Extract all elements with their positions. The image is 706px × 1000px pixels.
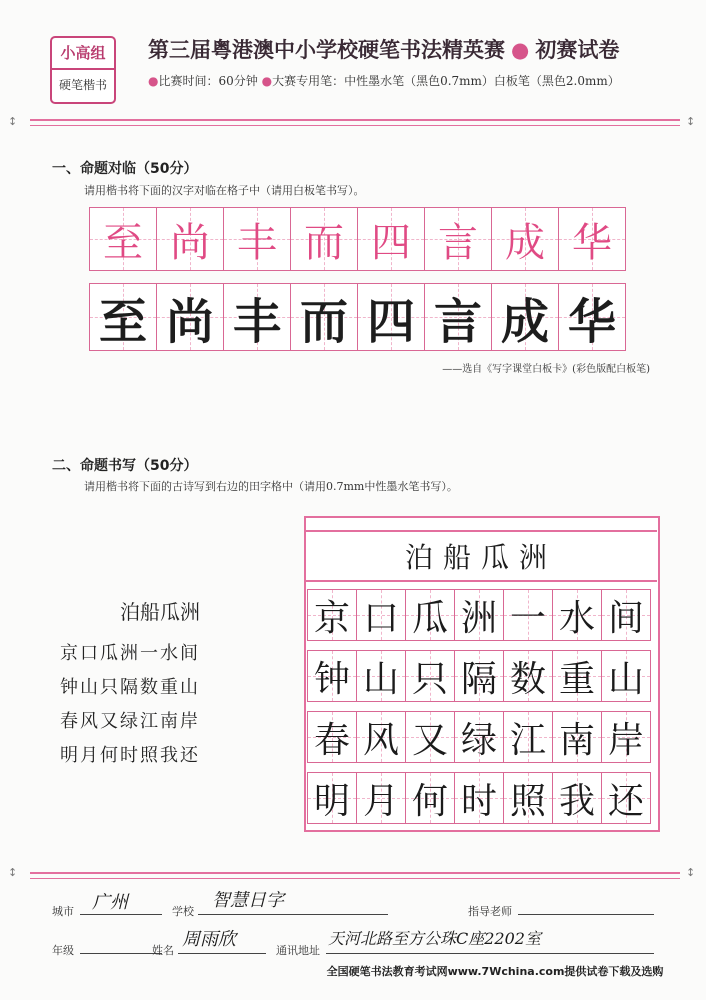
teacher-line: [518, 914, 654, 915]
handwritten-char: 绿: [460, 719, 497, 761]
answer-cell: [223, 283, 291, 351]
grid-cell: [601, 772, 651, 824]
copy-answer-row: [90, 283, 626, 351]
section2-title: 二、命题书写（50分）: [52, 458, 198, 474]
handwritten-char: 洲: [460, 597, 497, 639]
grid-cell: [405, 650, 455, 702]
corner-mark-icon: ↕: [686, 115, 696, 128]
handwritten-char: 春: [313, 719, 350, 761]
source-note: ——选自《写字课堂白板卡》(彩色版配白板笔): [442, 364, 650, 375]
model-char: 言: [438, 219, 478, 266]
answer-grid-row: [308, 589, 651, 641]
badge-style: 硬笔楷书: [58, 78, 107, 92]
handwritten-char: 照: [509, 780, 546, 822]
handwritten-char: 只: [411, 658, 448, 700]
poem-source: [60, 596, 260, 773]
answer-title: 泊船瓜洲: [305, 530, 657, 582]
title-main: 第三届粤港澳中小学校硬笔书法精英赛: [148, 38, 505, 62]
model-char: 四: [371, 219, 411, 266]
model-cell: [558, 207, 626, 271]
grid-cell: [503, 711, 553, 763]
grid-cell: [552, 772, 602, 824]
model-cell: [290, 207, 358, 271]
handwritten-char: 江: [509, 719, 546, 761]
handwritten-char: 山: [607, 658, 644, 700]
answer-grid-row: [308, 772, 651, 824]
address-line: [326, 953, 654, 954]
section2-instruction: 请用楷书将下面的古诗写到右边的田字格中（请用0.7mm中性墨水笔书写）。: [84, 480, 458, 493]
exam-time: 比赛时间：60分钟: [158, 74, 258, 88]
answer-cell: [491, 283, 559, 351]
grade-line: [80, 953, 162, 954]
corner-mark-icon: ↕: [8, 115, 18, 128]
grid-cell: [307, 589, 357, 641]
grid-cell: [454, 711, 504, 763]
handwritten-char: 重: [558, 658, 595, 700]
answer-char: 丰: [232, 293, 281, 350]
grid-cell: [356, 650, 406, 702]
grid-cell: [307, 711, 357, 763]
section1-title: 一、命题对临（50分）: [52, 161, 198, 177]
bullet-icon: ●: [511, 38, 530, 62]
footer-divider-thin: [30, 878, 680, 879]
badge-group: 小高组: [52, 38, 114, 70]
model-char: 华: [572, 219, 612, 266]
grid-cell: [405, 589, 455, 641]
bullet-icon: ●: [261, 74, 273, 88]
grid-cell: [552, 650, 602, 702]
answer-char: 而: [299, 293, 348, 350]
address-value[interactable]: 天河北路至方公珠C座2202室: [328, 929, 541, 948]
model-cell: [89, 207, 157, 271]
grid-cell: [356, 772, 406, 824]
address-label: 通讯地址: [276, 944, 320, 957]
model-cell: [156, 207, 224, 271]
grid-cell: [454, 650, 504, 702]
handwritten-char: 岸: [607, 719, 644, 761]
answer-char: 至: [98, 293, 147, 350]
model-char: 尚: [170, 219, 210, 266]
group-badge: [50, 36, 116, 104]
answer-char: 言: [433, 293, 482, 350]
model-char: 至: [103, 219, 143, 266]
handwritten-char: 隔: [460, 658, 497, 700]
grid-cell: [503, 650, 553, 702]
model-cell: [357, 207, 425, 271]
handwritten-char: 钟: [313, 658, 350, 700]
handwritten-char: 风: [362, 719, 399, 761]
footer-divider: [30, 872, 680, 874]
poem-line: 京口瓜洲一水间: [60, 643, 200, 664]
answer-grid-row: [308, 650, 651, 702]
exam-rules: [148, 72, 678, 89]
model-char: 丰: [237, 219, 277, 266]
handwritten-char: 还: [607, 780, 644, 822]
answer-cell: [558, 283, 626, 351]
handwritten-char: 明: [313, 780, 350, 822]
grid-cell: [454, 589, 504, 641]
grid-cell: [356, 589, 406, 641]
poem-line: 钟山只隔数重山: [60, 677, 200, 698]
grid-cell: [552, 589, 602, 641]
grid-cell: [454, 772, 504, 824]
grid-cell: [405, 772, 455, 824]
grid-cell: [405, 711, 455, 763]
answer-cell: [424, 283, 492, 351]
section1-instruction: 请用楷书将下面的汉字对临在格子中（请用白板笔书写）。: [84, 184, 365, 197]
model-char: 成: [505, 219, 545, 266]
footer-note: 全国硬笔书法教育考试网www.7Wchina.com提供试卷下载及选购: [326, 965, 664, 978]
school-line: [198, 914, 388, 915]
grid-cell: [307, 650, 357, 702]
grade-label: 年级: [52, 944, 74, 957]
bullet-icon: ●: [148, 74, 159, 88]
city-line: [80, 914, 162, 915]
handwritten-char: 我: [558, 780, 595, 822]
grid-cell: [601, 650, 651, 702]
name-label: 姓名: [152, 944, 174, 957]
header-divider: [30, 119, 680, 121]
answer-cell: [290, 283, 358, 351]
poem-line: 明月何时照我还: [60, 745, 200, 766]
handwritten-char: 时: [460, 780, 497, 822]
grid-cell: [552, 711, 602, 763]
answer-char: 成: [500, 293, 549, 350]
grid-cell: [601, 589, 651, 641]
handwritten-char: 南: [558, 719, 595, 761]
model-cell: [424, 207, 492, 271]
handwritten-char: 数: [509, 658, 546, 700]
handwritten-char: 山: [362, 658, 399, 700]
poem-line: 春风又绿江南岸: [60, 711, 200, 732]
teacher-label: 指导老师: [468, 905, 512, 918]
city-value[interactable]: 广州: [92, 892, 128, 913]
answer-char: 华: [567, 293, 616, 350]
handwritten-char: 又: [411, 719, 448, 761]
answer-grid-row: [308, 711, 651, 763]
school-value[interactable]: 智慧日字: [212, 890, 284, 911]
corner-mark-icon: ↕: [8, 866, 18, 879]
corner-mark-icon: ↕: [686, 866, 696, 879]
poem-title: 泊船瓜洲: [120, 600, 200, 624]
answer-char: 尚: [165, 293, 214, 350]
handwritten-char: 何: [411, 780, 448, 822]
answer-char: 四: [366, 293, 415, 350]
exam-pen: 大赛专用笔：中性墨水笔（黑色0.7mm）白板笔（黑色2.0mm）: [272, 74, 620, 88]
handwritten-char: 口: [362, 597, 399, 639]
handwritten-char: 水: [558, 597, 595, 639]
school-label: 学校: [172, 905, 194, 918]
header-divider-thin: [30, 125, 680, 126]
answer-cell: [156, 283, 224, 351]
answer-cell: [89, 283, 157, 351]
handwritten-char: 间: [607, 597, 644, 639]
model-char: 而: [304, 219, 344, 266]
name-value[interactable]: 周雨欣: [182, 929, 236, 950]
page-title: [148, 34, 668, 64]
title-suffix: 初赛试卷: [535, 38, 620, 62]
handwritten-char: 一: [509, 597, 546, 639]
grid-cell: [503, 589, 553, 641]
copy-model-row: [90, 207, 626, 271]
grid-cell: [601, 711, 651, 763]
answer-cell: [357, 283, 425, 351]
model-cell: [223, 207, 291, 271]
grid-cell: [356, 711, 406, 763]
model-cell: [491, 207, 559, 271]
grid-cell: [503, 772, 553, 824]
handwritten-char: 月: [362, 780, 399, 822]
city-label: 城市: [52, 905, 74, 918]
handwritten-char: 瓜: [411, 597, 448, 639]
handwritten-char: 京: [313, 597, 350, 639]
grid-cell: [307, 772, 357, 824]
name-line: [178, 953, 266, 954]
